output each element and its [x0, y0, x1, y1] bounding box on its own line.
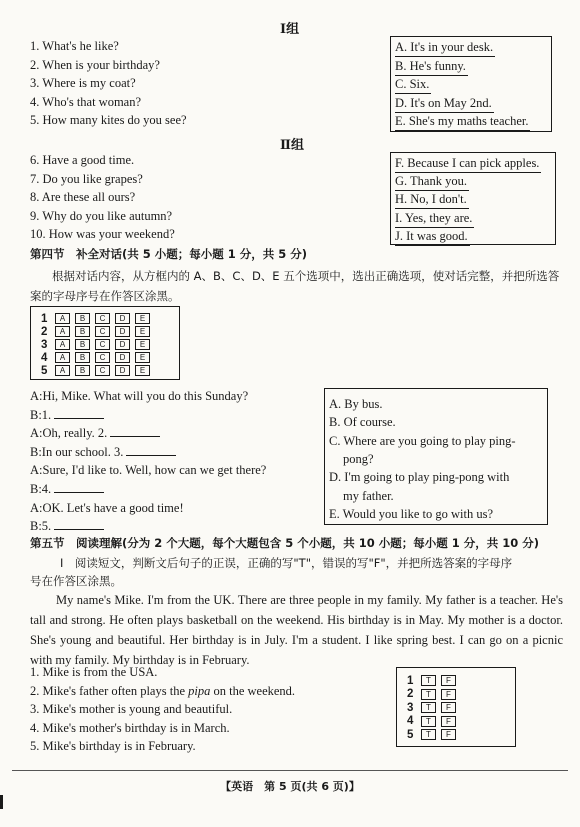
answer-bubble[interactable]: F — [441, 702, 456, 713]
section4-option: B. Of course. — [329, 415, 396, 430]
statement — [30, 682, 295, 700]
answer-row-number: 3 — [407, 701, 414, 714]
group2-question: 8. Are these all ours? — [30, 190, 136, 204]
answer-row-number: 4 — [407, 715, 414, 727]
answer-bubble[interactable]: A — [55, 326, 70, 337]
answer-row — [41, 364, 155, 377]
dialogue-line — [30, 517, 104, 535]
answer-row — [407, 715, 461, 728]
section5-part1-instruction: Ⅰ 阅读短文，判断文后句子的正误，正确的写"T"，错误的写"F"，并把所选答案的字母序 — [60, 556, 513, 570]
answer-row — [41, 325, 155, 338]
dialogue-text: B:In our school. 3. — [30, 444, 124, 459]
answer-row-number: 1 — [407, 674, 414, 687]
answer-bubble[interactable]: F — [441, 729, 456, 740]
section4-answer-area — [30, 306, 180, 380]
group1-question: 3. Where is my coat? — [30, 76, 136, 90]
group2-option: J. It was good. — [395, 227, 470, 246]
group2-question: 7. Do you like grapes? — [30, 171, 143, 186]
dialogue-line — [30, 461, 266, 479]
answer-row — [407, 674, 461, 687]
reading-passage: My name's Mike. I'm from the UK. There are three people in my family. My father is a teacher. He's tall and strong. He often plays basketball on the weekend. His birthday is in May. My mother is a doctor. She's young and beautiful. Her birthday is in July. I'm a student. I like spring best. I can go on a picnic with my family. My birthday is in February. — [30, 593, 563, 667]
answer-bubble[interactable]: E — [135, 365, 150, 376]
group1-question: 2. When is your birthday? — [30, 57, 160, 72]
answer-blank — [54, 407, 104, 419]
group1-question: 5. How many kites do you see? — [30, 113, 187, 127]
answer-row — [407, 688, 461, 701]
group2-option: G. Thank you. — [395, 172, 469, 191]
statement-text: 3. Mike's mother is young and beautiful. — [30, 702, 233, 716]
answer-bubble[interactable]: B — [75, 313, 90, 324]
answer-bubble[interactable]: D — [115, 339, 130, 350]
group1-option: E. She's my maths teacher. — [395, 112, 530, 131]
answer-blank — [110, 425, 160, 437]
answer-row-number: 5 — [407, 728, 414, 741]
answer-row-number: 1 — [41, 312, 48, 325]
group2-question: 6. Have a good time. — [30, 153, 135, 167]
group1-question: 1. What's he like? — [30, 39, 119, 53]
answer-row-number: 4 — [41, 351, 48, 364]
statement-text: 2. Mike's father often plays the — [30, 683, 189, 698]
dialogue-text: A:Oh, really. 2. — [30, 426, 108, 441]
answer-bubble[interactable]: B — [75, 339, 90, 350]
answer-bubble[interactable]: D — [115, 352, 130, 363]
answer-bubble[interactable]: D — [115, 313, 130, 324]
answer-row — [41, 338, 155, 351]
answer-bubble[interactable]: F — [441, 675, 456, 686]
statement-text: 1. Mike is from the USA. — [30, 665, 158, 679]
answer-bubble[interactable]: B — [75, 365, 90, 376]
dialogue-text: B:4. — [30, 482, 52, 496]
group1-option: D. It's on May 2nd. — [395, 94, 494, 113]
answer-row — [407, 728, 461, 741]
answer-bubble[interactable]: B — [75, 326, 90, 337]
answer-row-number: 2 — [407, 688, 414, 700]
group2-title: Ⅱ组 — [280, 137, 304, 152]
answer-bubble[interactable]: E — [135, 313, 150, 324]
group1-title: Ⅰ组 — [280, 21, 300, 36]
answer-row-number: 5 — [41, 364, 48, 377]
dialogue-line — [30, 480, 104, 498]
answer-bubble[interactable]: C — [95, 352, 110, 363]
answer-bubble[interactable]: T — [421, 716, 436, 727]
answer-bubble[interactable]: E — [135, 352, 150, 363]
section4-option: A. By bus. — [329, 397, 383, 411]
dialogue-text: B:1. — [30, 407, 52, 422]
statement-italic-word: pipa — [188, 683, 211, 698]
answer-bubble[interactable]: T — [421, 675, 436, 686]
group2-options-box — [390, 152, 556, 245]
statement-text: 5. Mike's birthday is in February. — [30, 739, 196, 753]
section4-option: my father. — [343, 488, 394, 503]
group2-option: H. No, I don't. — [395, 190, 469, 209]
dialogue-line — [30, 443, 176, 461]
group1-question: 4. Who's that woman? — [30, 94, 142, 109]
dialogue-line — [30, 424, 160, 442]
answer-row — [407, 701, 461, 714]
answer-bubble[interactable]: A — [55, 352, 70, 363]
group1-option: C. Six. — [395, 75, 431, 94]
answer-row — [41, 351, 155, 364]
answer-bubble[interactable]: A — [55, 339, 70, 350]
group1-option: B. He's funny. — [395, 57, 468, 76]
edge-mark — [0, 795, 3, 809]
answer-bubble[interactable]: D — [115, 365, 130, 376]
section4-options-box — [324, 388, 548, 525]
group2-option: F. Because I can pick apples. — [395, 154, 541, 173]
answer-bubble[interactable]: F — [441, 689, 456, 700]
answer-bubble[interactable]: T — [421, 729, 436, 740]
statement-text: 4. Mike's mother's birthday is in March. — [30, 720, 230, 735]
answer-bubble[interactable]: B — [75, 352, 90, 363]
answer-row-number: 2 — [41, 325, 48, 338]
section4-option: pong? — [343, 451, 374, 466]
dialogue-text: A:Sure, I'd like to. Well, how can we get there? — [30, 463, 267, 478]
section5-title: 第五节 阅读理解(分为 2 个大题，每个大题包含 5 个小题，共 10 小题；每小题 1 分，共 10 分) — [30, 536, 540, 550]
answer-bubble[interactable]: C — [95, 365, 110, 376]
group2-option: I. Yes, they are. — [395, 209, 474, 228]
section5-part1-instruction-cont: 号在作答区涂黑。 — [30, 574, 122, 588]
answer-blank — [126, 444, 176, 456]
dialogue-line — [30, 387, 248, 405]
statement-text-rest: on the weekend. — [210, 683, 296, 698]
answer-bubble[interactable]: A — [55, 365, 70, 376]
group1-options-box — [390, 36, 552, 132]
section5-answer-area — [396, 667, 516, 747]
statement — [30, 719, 230, 737]
footer-divider — [12, 770, 568, 771]
answer-bubble[interactable]: A — [55, 313, 70, 324]
answer-bubble[interactable]: D — [115, 326, 130, 337]
answer-bubble[interactable]: T — [421, 702, 436, 713]
statement — [30, 700, 232, 718]
answer-bubble[interactable]: E — [135, 326, 150, 337]
section4-option: E. Would you like to go with us? — [329, 506, 494, 521]
statement — [30, 663, 157, 681]
group1-option: A. It's in your desk. — [395, 38, 495, 57]
answer-row — [41, 312, 155, 325]
dialogue-line — [30, 406, 104, 424]
group2-question: 9. Why do you like autumn? — [30, 208, 173, 223]
answer-bubble[interactable]: C — [95, 326, 110, 337]
dialogue-text: A:Hi, Mike. What will you do this Sunday? — [30, 389, 249, 403]
dialogue-text: A:OK. Let's have a good time! — [30, 500, 184, 515]
answer-bubble[interactable]: F — [441, 716, 456, 727]
answer-bubble[interactable]: C — [95, 313, 110, 324]
answer-bubble[interactable]: E — [135, 339, 150, 350]
answer-bubble[interactable]: C — [95, 339, 110, 350]
page-footer: 【英语 第 5 页(共 6 页)】 — [220, 780, 360, 793]
answer-blank — [54, 481, 104, 493]
answer-blank — [54, 518, 104, 530]
answer-bubble[interactable]: T — [421, 689, 436, 700]
section4-title: 第四节 补全对话(共 5 小题；每小题 1 分，共 5 分) — [30, 247, 308, 261]
statement — [30, 737, 196, 755]
section4-option: C. Where are you going to play ping- — [329, 433, 516, 448]
group2-question: 10. How was your weekend? — [30, 227, 175, 241]
answer-row-number: 3 — [41, 338, 48, 351]
section4-instruction: 根据对话内容，从方框内的 A、B、C、D、E 五个选项中，选出正确选项，使对话完整，并把所选答案的字母序号在作答区涂黑。 — [30, 269, 560, 303]
section4-option: D. I'm going to play ping-pong with — [329, 470, 510, 485]
dialogue-line — [30, 499, 184, 517]
dialogue-text: B:5. — [30, 519, 52, 534]
